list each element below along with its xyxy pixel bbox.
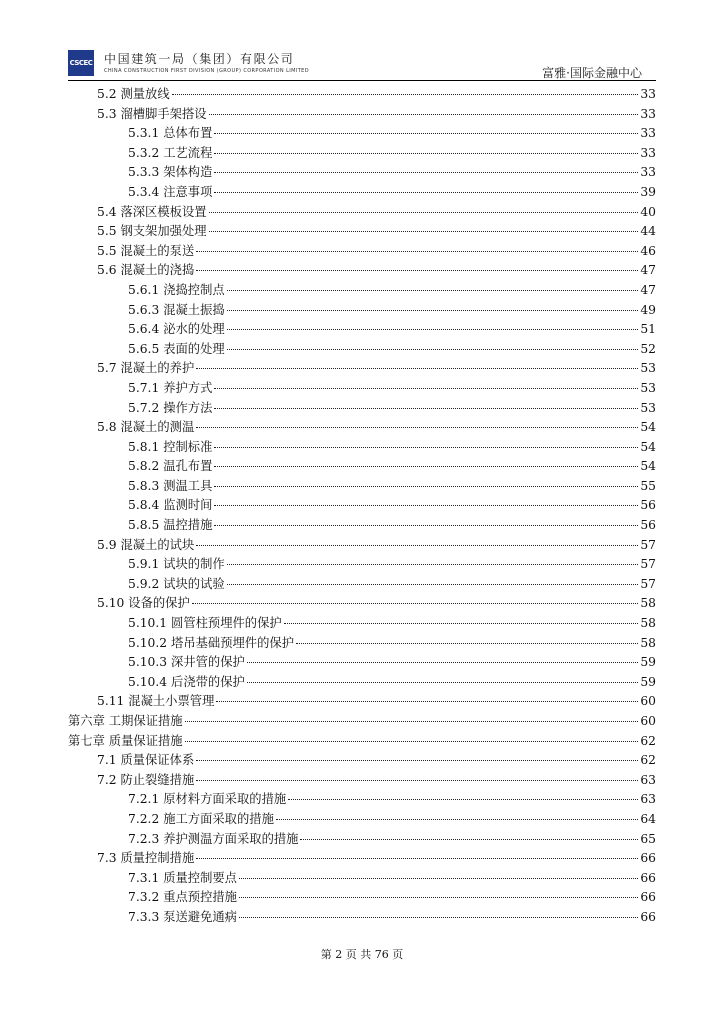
toc-entry[interactable] bbox=[68, 438, 656, 458]
toc-entry-title: 5.8.5 温控措施 bbox=[128, 518, 213, 533]
toc-entry[interactable] bbox=[68, 457, 656, 477]
toc-entry-title: 5.10.3 深井管的保护 bbox=[128, 655, 245, 670]
toc-entry-title: 5.9 混凝土的试块 bbox=[97, 537, 195, 552]
toc-dot-leader bbox=[185, 721, 639, 722]
toc-entry-page: 59 bbox=[640, 655, 656, 670]
toc-entry-page: 53 bbox=[640, 400, 656, 415]
toc-entry-page: 52 bbox=[640, 341, 656, 356]
toc-dot-leader bbox=[196, 427, 638, 428]
toc-dot-leader bbox=[300, 839, 638, 840]
page-header bbox=[68, 46, 656, 79]
toc-entry-title: 5.3 溜槽脚手架搭设 bbox=[97, 106, 207, 121]
toc-dot-leader bbox=[185, 741, 639, 742]
toc-entry[interactable] bbox=[68, 653, 656, 673]
toc-entry-title: 5.8.1 控制标准 bbox=[128, 439, 213, 454]
toc-entry-title: 5.6 混凝土的浇捣 bbox=[97, 263, 195, 278]
toc-dot-leader bbox=[196, 780, 638, 781]
toc-dot-leader bbox=[196, 858, 638, 859]
toc-entry-title: 7.1 质量保证体系 bbox=[97, 753, 195, 768]
toc-dot-leader bbox=[214, 192, 638, 193]
toc-entry-page: 64 bbox=[640, 811, 656, 826]
toc-entry-title: 5.5 混凝土的泵送 bbox=[97, 243, 195, 258]
toc-dot-leader bbox=[214, 408, 638, 409]
toc-entry[interactable] bbox=[68, 751, 656, 771]
toc-dot-leader bbox=[227, 329, 639, 330]
toc-dot-leader bbox=[196, 760, 638, 761]
toc-entry-page: 46 bbox=[640, 243, 656, 258]
header-divider bbox=[68, 80, 656, 81]
toc-entry[interactable] bbox=[68, 712, 656, 732]
toc-entry[interactable] bbox=[68, 849, 656, 869]
toc-entry[interactable] bbox=[68, 144, 656, 164]
toc-entry[interactable] bbox=[68, 594, 656, 614]
toc-entry-title: 第七章 质量保证措施 bbox=[68, 733, 183, 748]
toc-entry[interactable] bbox=[68, 888, 656, 908]
toc-entry[interactable] bbox=[68, 634, 656, 654]
toc-entry-title: 5.6.3 混凝土振捣 bbox=[128, 302, 225, 317]
toc-entry[interactable] bbox=[68, 555, 656, 575]
toc-entry[interactable] bbox=[68, 399, 656, 419]
toc-entry[interactable] bbox=[68, 85, 656, 105]
toc-dot-leader bbox=[209, 114, 639, 115]
toc-entry[interactable] bbox=[68, 281, 656, 301]
toc-entry[interactable] bbox=[68, 163, 656, 183]
toc-dot-leader bbox=[196, 270, 638, 271]
toc-entry-page: 44 bbox=[640, 224, 656, 239]
toc-entry[interactable] bbox=[68, 692, 656, 712]
toc-entry-title: 5.6.4 泌水的处理 bbox=[128, 322, 225, 337]
toc-entry-title: 5.6.5 表面的处理 bbox=[128, 341, 225, 356]
toc-entry-page: 62 bbox=[640, 753, 656, 768]
toc-entry-page: 33 bbox=[640, 87, 656, 101]
toc-entry[interactable] bbox=[68, 496, 656, 516]
toc-entry[interactable] bbox=[68, 810, 656, 830]
toc-dot-leader bbox=[284, 623, 639, 624]
toc-entry[interactable] bbox=[68, 575, 656, 595]
toc-entry-page: 33 bbox=[640, 165, 656, 180]
toc-entry[interactable] bbox=[68, 359, 656, 379]
toc-entry-title: 5.6.1 浇捣控制点 bbox=[128, 282, 225, 297]
toc-dot-leader bbox=[239, 878, 638, 879]
toc-entry-page: 51 bbox=[640, 322, 656, 337]
toc-entry[interactable] bbox=[68, 124, 656, 144]
toc-dot-leader bbox=[227, 349, 639, 350]
toc-entry[interactable] bbox=[68, 242, 656, 262]
toc-entry-page: 60 bbox=[640, 694, 656, 709]
toc-entry-title: 5.9.1 试块的制作 bbox=[128, 557, 225, 572]
toc-dot-leader bbox=[227, 564, 639, 565]
toc-entry-title: 5.8.4 监测时间 bbox=[128, 498, 213, 513]
toc-entry-title: 5.8.2 温孔布置 bbox=[128, 459, 213, 474]
toc-dot-leader bbox=[192, 603, 639, 604]
toc-entry-page: 66 bbox=[640, 870, 656, 885]
toc-entry[interactable] bbox=[68, 771, 656, 791]
toc-entry-page: 56 bbox=[640, 518, 656, 533]
toc-dot-leader bbox=[227, 310, 639, 311]
toc-entry-page: 58 bbox=[640, 635, 656, 650]
toc-entry-page: 63 bbox=[640, 772, 656, 787]
toc-dot-leader bbox=[196, 251, 638, 252]
toc-entry-page: 59 bbox=[640, 674, 656, 689]
toc-entry-title: 5.8 混凝土的测温 bbox=[97, 420, 195, 435]
toc-dot-leader bbox=[247, 662, 639, 663]
toc-entry-title: 7.3.1 质量控制要点 bbox=[128, 870, 237, 885]
toc-entry[interactable] bbox=[68, 614, 656, 634]
toc-dot-leader bbox=[196, 545, 638, 546]
toc-dot-leader bbox=[288, 799, 638, 800]
toc-entry-page: 33 bbox=[640, 126, 656, 141]
toc-entry-title: 5.3.3 架体构造 bbox=[128, 165, 213, 180]
toc-entry-title: 5.10 设备的保护 bbox=[97, 596, 190, 611]
toc-entry[interactable] bbox=[68, 340, 656, 360]
toc-entry-page: 54 bbox=[640, 459, 656, 474]
toc-entry-page: 47 bbox=[640, 263, 656, 278]
toc-entry-page: 58 bbox=[640, 616, 656, 631]
toc-dot-leader bbox=[227, 584, 639, 585]
toc-entry[interactable] bbox=[68, 830, 656, 850]
toc-entry-page: 49 bbox=[640, 302, 656, 317]
toc-dot-leader bbox=[209, 212, 639, 213]
toc-entry[interactable] bbox=[68, 673, 656, 693]
toc-dot-leader bbox=[196, 368, 638, 369]
toc-entry-page: 55 bbox=[640, 478, 656, 493]
toc-entry[interactable] bbox=[68, 536, 656, 556]
toc-entry-page: 57 bbox=[640, 557, 656, 572]
toc-entry[interactable] bbox=[68, 183, 656, 203]
toc-dot-leader bbox=[227, 290, 639, 291]
project-name: 富雅·国际金融中心 bbox=[542, 66, 642, 80]
toc-entry-title: 7.2 防止裂缝措施 bbox=[97, 772, 195, 787]
toc-entry[interactable] bbox=[68, 418, 656, 438]
toc-entry-title: 5.7 混凝土的养护 bbox=[97, 361, 195, 376]
toc-entry[interactable] bbox=[68, 203, 656, 223]
toc-entry[interactable] bbox=[68, 732, 656, 752]
toc-entry-page: 33 bbox=[640, 106, 656, 121]
toc-dot-leader bbox=[296, 643, 638, 644]
toc-dot-leader bbox=[239, 917, 638, 918]
page-footer: 第 2 页 共 76 页 bbox=[320, 948, 404, 961]
toc-entry-title: 5.3.2 工艺流程 bbox=[128, 145, 213, 160]
toc-entry-title: 第六章 工期保证措施 bbox=[68, 714, 183, 728]
toc-entry-page: 63 bbox=[640, 792, 656, 807]
toc-entry[interactable] bbox=[68, 261, 656, 281]
toc-entry-page: 57 bbox=[640, 537, 656, 552]
toc-entry-title: 7.3.2 重点预控措施 bbox=[128, 890, 237, 905]
table-of-contents bbox=[68, 85, 656, 928]
toc-entry-title: 7.3.3 泵送避免通病 bbox=[128, 909, 237, 924]
toc-entry-title: 5.10.2 塔吊基础预埋件的保护 bbox=[128, 635, 294, 650]
toc-dot-leader bbox=[214, 466, 638, 467]
toc-entry-page: 53 bbox=[640, 361, 656, 376]
toc-entry[interactable] bbox=[68, 869, 656, 889]
toc-entry[interactable] bbox=[68, 301, 656, 321]
toc-entry-title: 5.10.4 后浇带的保护 bbox=[128, 674, 245, 689]
toc-entry-page: 60 bbox=[640, 714, 656, 728]
toc-entry-title: 5.7.2 操作方法 bbox=[128, 400, 213, 415]
company-name-cn: 中国建筑一局（集团）有限公司 bbox=[104, 52, 295, 66]
toc-entry-title: 5.9.2 试块的试验 bbox=[128, 576, 225, 591]
toc-dot-leader bbox=[209, 231, 639, 232]
toc-entry-page: 57 bbox=[640, 576, 656, 591]
toc-dot-leader bbox=[214, 505, 638, 506]
company-logo: CSCEC bbox=[68, 50, 94, 76]
toc-entry-title: 5.7.1 养护方式 bbox=[128, 380, 213, 395]
toc-dot-leader bbox=[214, 133, 638, 134]
toc-entry-page: 33 bbox=[640, 145, 656, 160]
toc-entry-title: 5.4 落深区模板设置 bbox=[97, 204, 207, 219]
toc-dot-leader bbox=[214, 447, 638, 448]
toc-entry-title: 7.2.3 养护测温方面采取的措施 bbox=[128, 831, 299, 846]
toc-entry-page: 66 bbox=[640, 890, 656, 905]
toc-entry-title: 7.2.2 施工方面采取的措施 bbox=[128, 811, 274, 826]
toc-entry[interactable] bbox=[68, 790, 656, 810]
toc-dot-leader bbox=[276, 819, 638, 820]
toc-dot-leader bbox=[239, 897, 638, 898]
toc-entry-title: 5.2 测量放线 bbox=[97, 87, 170, 101]
toc-entry-page: 58 bbox=[640, 596, 656, 611]
company-name-en: CHINA CONSTRUCTION FIRST DIVISION (GROUP) CORPORATION LIMITED bbox=[104, 68, 309, 74]
toc-entry[interactable] bbox=[68, 908, 656, 928]
toc-entry-page: 47 bbox=[640, 282, 656, 297]
toc-entry-page: 40 bbox=[640, 204, 656, 219]
toc-entry[interactable] bbox=[68, 105, 656, 125]
toc-entry-title: 5.10.1 圆管柱预埋件的保护 bbox=[128, 616, 282, 631]
toc-entry[interactable] bbox=[68, 222, 656, 242]
toc-dot-leader bbox=[214, 153, 638, 154]
toc-dot-leader bbox=[214, 525, 638, 526]
toc-entry-page: 39 bbox=[640, 184, 656, 199]
toc-entry-title: 5.11 混凝土小票管理 bbox=[97, 694, 215, 709]
toc-entry-title: 7.2.1 原材料方面采取的措施 bbox=[128, 792, 287, 807]
toc-entry-title: 5.8.3 测温工具 bbox=[128, 478, 213, 493]
toc-entry-title: 5.5 钢支架加强处理 bbox=[97, 224, 207, 239]
toc-entry-page: 54 bbox=[640, 420, 656, 435]
toc-dot-leader bbox=[214, 486, 638, 487]
toc-entry-page: 65 bbox=[640, 831, 656, 846]
toc-dot-leader bbox=[214, 388, 638, 389]
toc-entry-page: 66 bbox=[640, 851, 656, 866]
toc-entry-page: 66 bbox=[640, 909, 656, 924]
toc-entry-title: 5.3.4 注意事项 bbox=[128, 184, 213, 199]
toc-entry[interactable] bbox=[68, 516, 656, 536]
toc-dot-leader bbox=[214, 172, 638, 173]
toc-entry-page: 56 bbox=[640, 498, 656, 513]
toc-entry[interactable] bbox=[68, 477, 656, 497]
toc-entry-title: 7.3 质量控制措施 bbox=[97, 851, 195, 866]
toc-entry-title: 5.3.1 总体布置 bbox=[128, 126, 213, 141]
toc-entry[interactable] bbox=[68, 320, 656, 340]
toc-entry-page: 62 bbox=[640, 733, 656, 748]
toc-dot-leader bbox=[247, 682, 639, 683]
toc-dot-leader bbox=[172, 94, 639, 95]
toc-entry[interactable] bbox=[68, 379, 656, 399]
toc-entry-page: 54 bbox=[640, 439, 656, 454]
toc-dot-leader bbox=[216, 701, 638, 702]
toc-entry-page: 53 bbox=[640, 380, 656, 395]
